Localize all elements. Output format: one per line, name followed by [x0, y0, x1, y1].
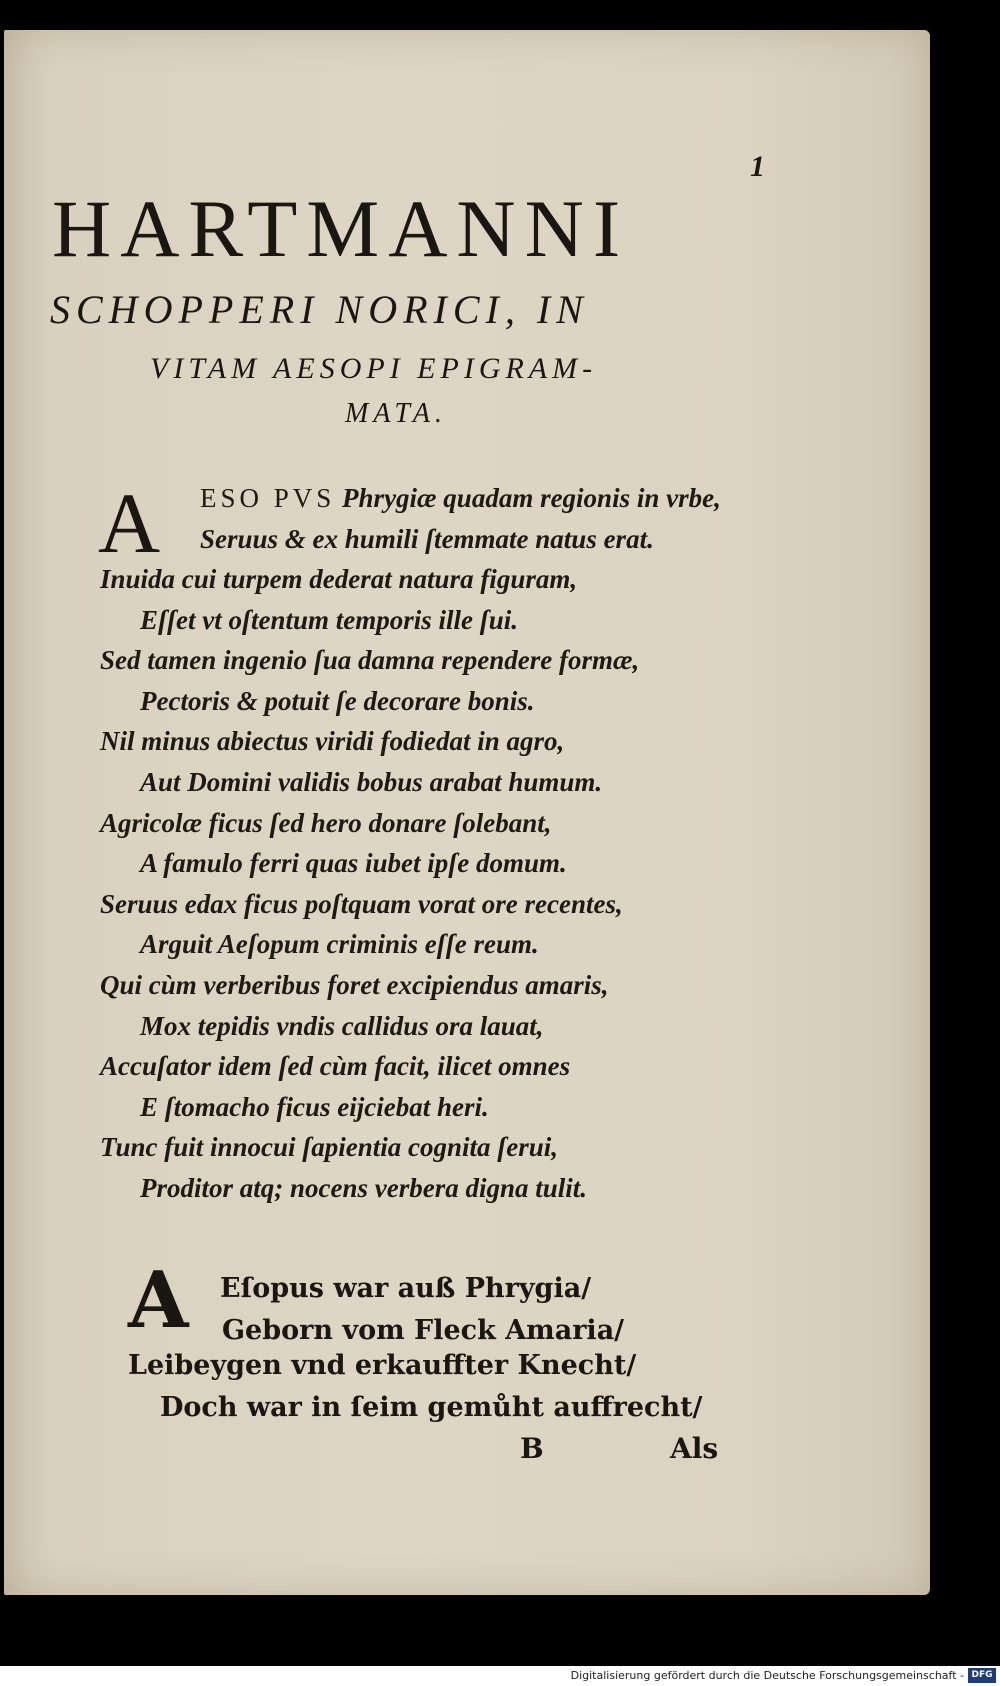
catchword: Als [670, 1432, 719, 1465]
title-main: HARTMANNI [52, 183, 630, 274]
title-line-2: SCHOPPERI NORICI, IN [50, 287, 589, 332]
latin-line: Inuida cui turpem dederat natura figuram, [100, 564, 578, 594]
latin-line: A famulo ferri quas iubet ipſe domum. [140, 848, 567, 879]
latin-line: Seruus edax ficus poſtquam vorat ore recentes, [100, 888, 623, 919]
dfg-logo[interactable]: DFG [968, 1668, 996, 1683]
latin-line-1 [200, 478, 800, 519]
latin-line: Nil minus abiectus viridi fodiedat in agro, [100, 726, 565, 757]
latin-line: Aut Domini validis bobus arabat humum. [140, 766, 603, 797]
latin-line: Tunc fuit innocui ſapientia cognita ſerui, [100, 1132, 559, 1163]
signature-mark: B [520, 1432, 544, 1465]
german-line-2: Geborn vom Fleck Amaria/ [222, 1315, 625, 1346]
latin-first-lines [200, 478, 800, 559]
latin-line-1-rest: Phrygiæ quadam regionis in vrbe, [335, 483, 721, 513]
latin-line: Sed tamen ingenio ſua damna rependere formæ, [100, 645, 640, 676]
latin-line: E ſtomacho ficus eijciebat heri. [140, 1091, 489, 1122]
german-line-4: Doch war in ſeim gemůht auffrecht/ [160, 1392, 703, 1423]
german-dropcap: A [128, 1255, 189, 1346]
german-line-1: Eſopus war auß Phrygia/ [220, 1273, 592, 1304]
page-number: 1 [750, 150, 765, 183]
german-line-3: Leibeygen vnd erkauffter Knecht/ [128, 1350, 637, 1381]
latin-line: Agricolæ ficus ſed hero donare ſolebant, [100, 807, 552, 838]
latin-dropcap: A [98, 475, 161, 571]
title-line-4: MATA. [345, 398, 447, 429]
latin-line: Pectoris & potuit ſe decorare bonis. [140, 685, 535, 716]
latin-line: Proditor atq; nocens verbera digna tulit. [140, 1172, 588, 1203]
footer-credit: Digitalisierung gefördert durch die Deutsche Forschungsgemeinschaft - [570, 1669, 964, 1682]
latin-line: Arguit Aeſopum criminis eſſe reum. [140, 929, 539, 960]
title-line-3: VITAM AESOPI EPIGRAM- [150, 352, 598, 385]
latin-line: Accuſator idem ſed cùm facit, ilicet omnes [100, 1051, 571, 1082]
latin-line: Qui cùm verberibus foret excipiendus amaris, [100, 969, 609, 1000]
latin-line: Mox tepidis vndis callidus ora lauat, [140, 1010, 544, 1041]
latin-poem [100, 559, 800, 1209]
german-first-lines [220, 1268, 780, 1352]
latin-line-2: Seruus & ex humili ſtemmate natus erat. [200, 523, 654, 554]
latin-line: Eſſet vt oſtentum temporis ille ſui. [140, 604, 518, 635]
latin-line-1-caps: ESO PVS [200, 483, 336, 513]
